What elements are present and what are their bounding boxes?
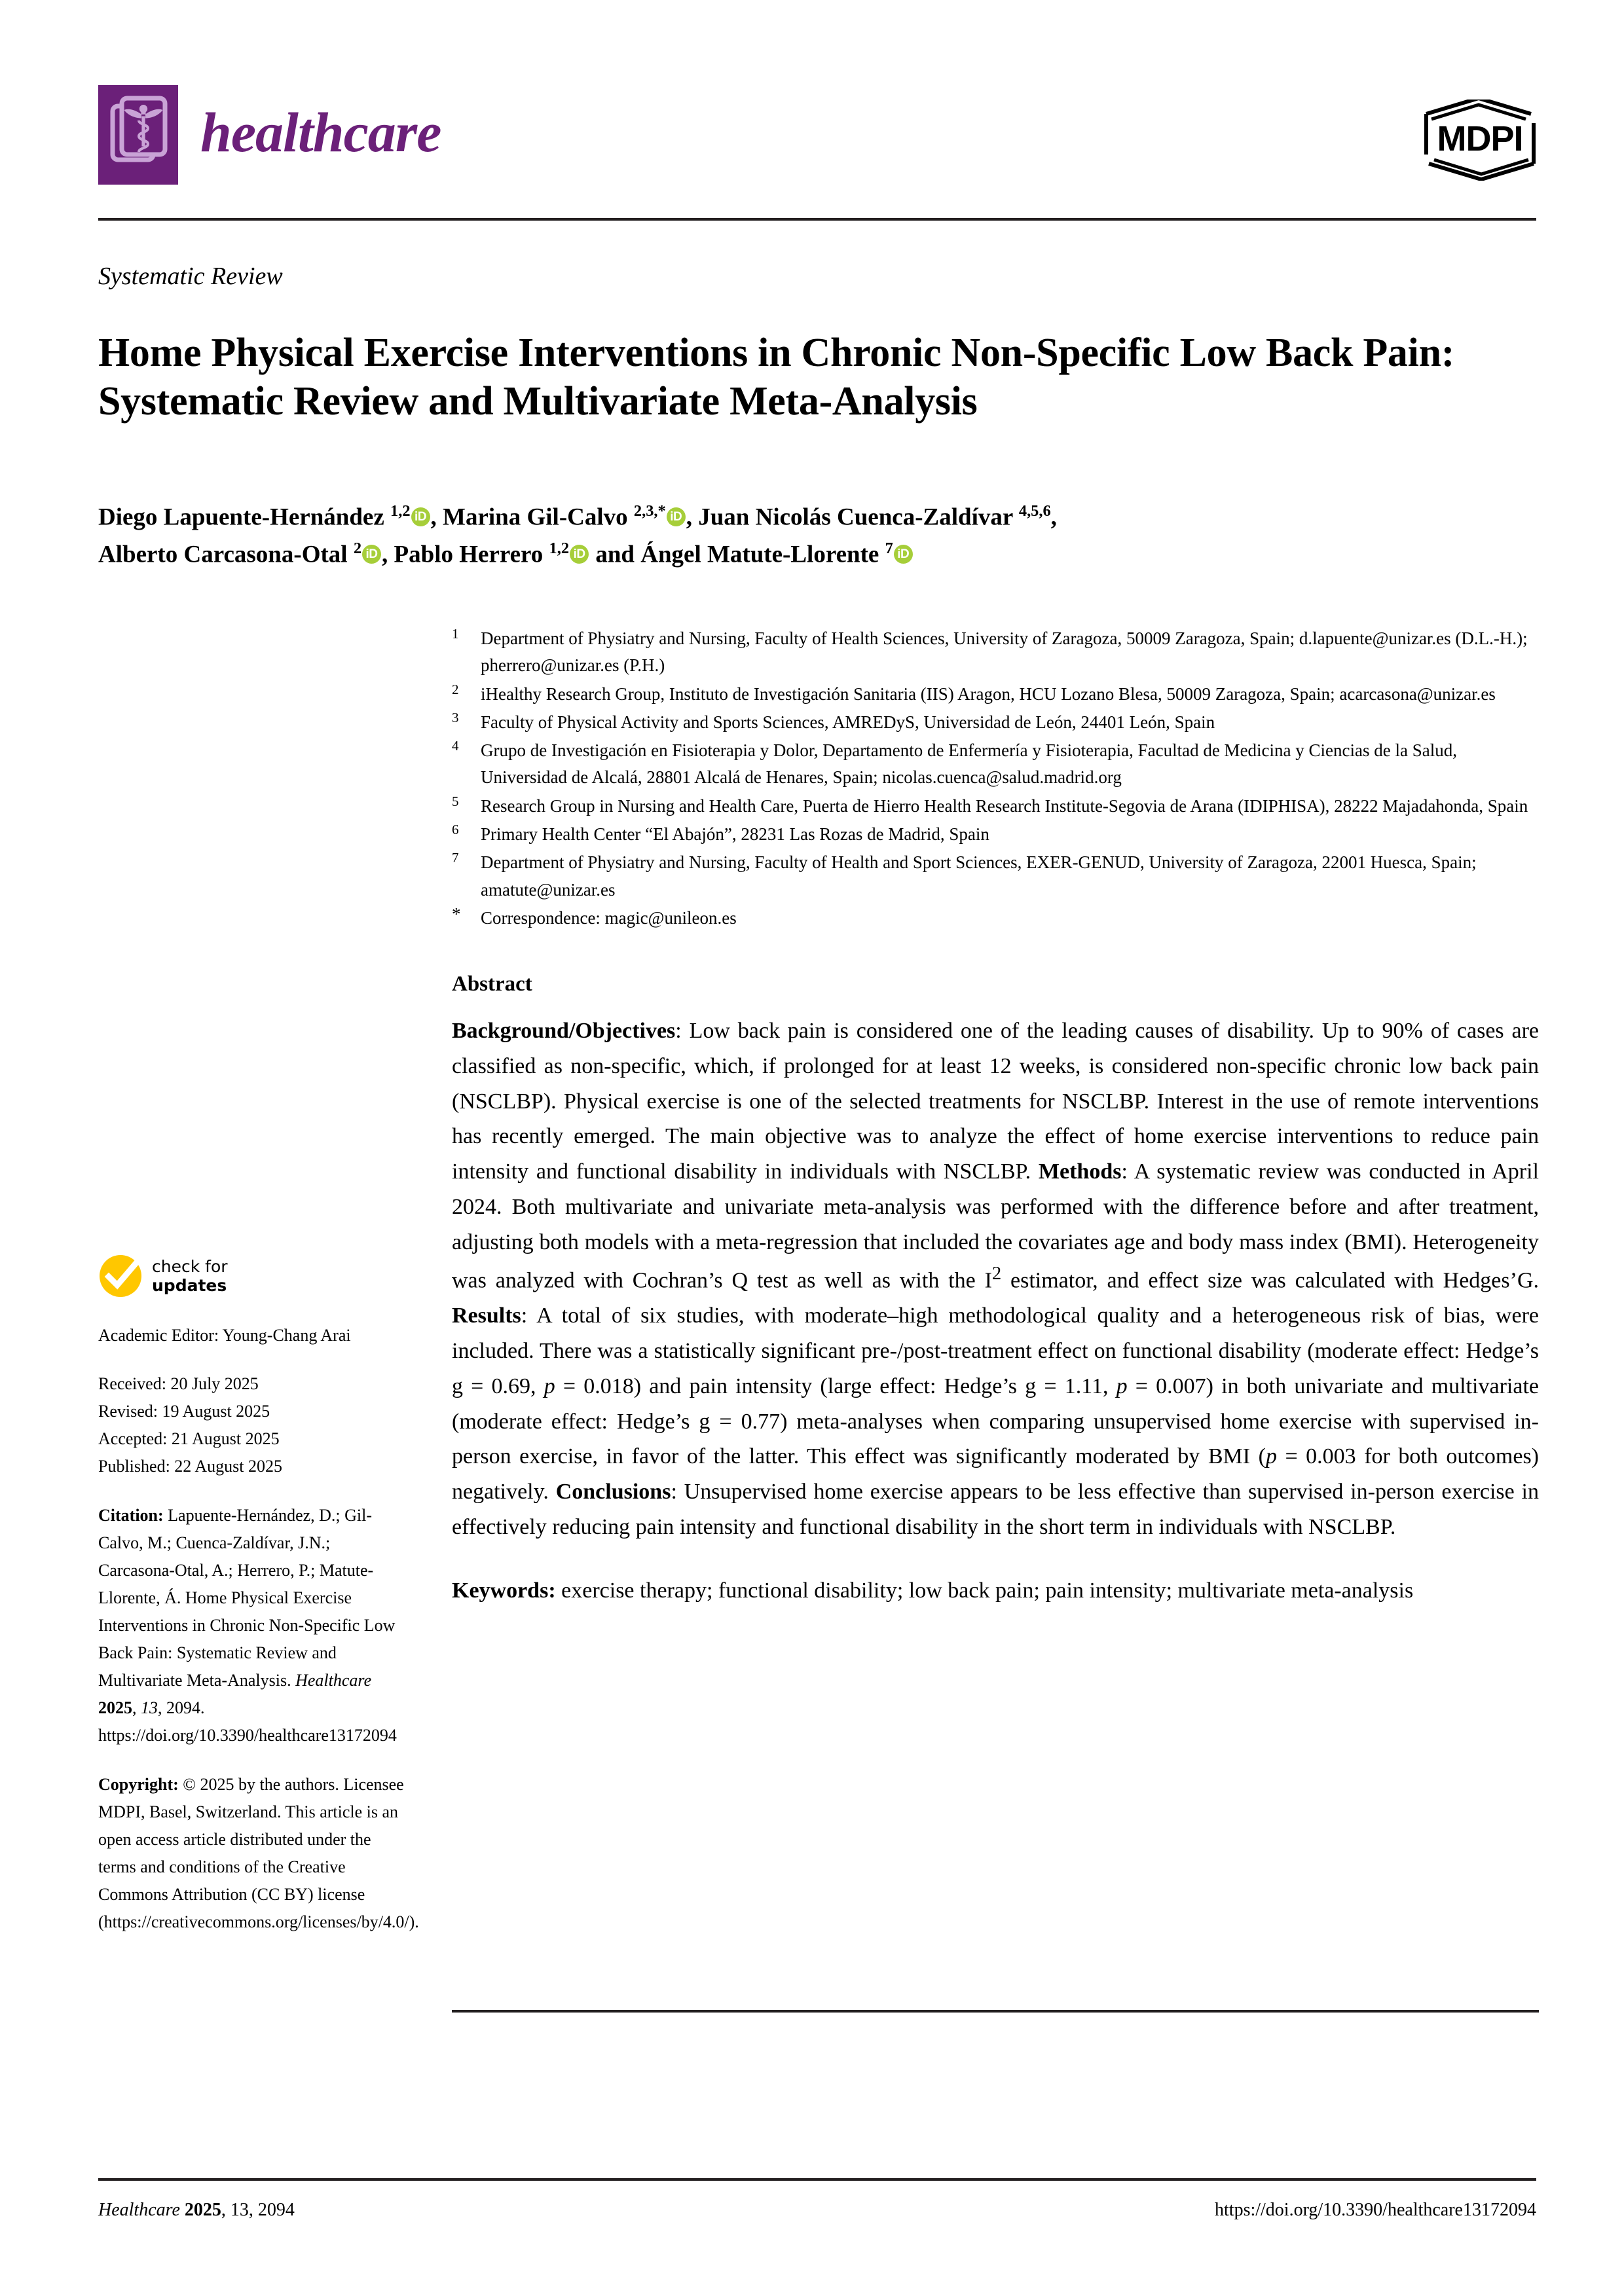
cfu-line-2: updates — [152, 1276, 227, 1295]
header-divider — [98, 218, 1536, 221]
article-type: Systematic Review — [98, 263, 283, 290]
orcid-icon[interactable]: iD — [667, 507, 686, 526]
author-affiliation-marker: 4,5,6 — [1018, 502, 1051, 520]
keywords-divider — [452, 2010, 1539, 2013]
abstract-superscript: 2 — [991, 1264, 1002, 1285]
author-name: Pablo Herrero — [394, 540, 544, 568]
author-name: Ángel Matute-Llorente — [640, 540, 879, 568]
keywords — [452, 1573, 1539, 1609]
cfu-line-1: check for — [152, 1256, 228, 1276]
publication-date: Accepted: 21 August 2025 — [98, 1429, 280, 1449]
author-line-1: Diego Lapuente-Hernández $^{1,2}$ iD , Marina Gil-Calvo $^{2,3,*}$ iD , Juan Nicolás Cuenca-Zaldívar $^{4,5,6}$, — [98, 502, 1057, 531]
journal-name: healthcare — [200, 101, 441, 164]
affiliation-text: Grupo de Investigación en Fisioterapia y Dolor, Departamento de Enfermería y Fisioterapia, Facultad de Medicina y Ciencias de la Salud, Universidad de Alcalá, 28801 Alcalá de Henares, Spain; nicolas.cuenca@salud.madrid.org — [481, 740, 1457, 788]
author-affiliation-marker: 1,2 — [390, 502, 411, 520]
journal-logo[interactable] — [98, 85, 441, 185]
author-name: Marina Gil-Calvo — [443, 503, 628, 531]
author-name: Juan Nicolás Cuenca-Zaldívar — [698, 503, 1013, 531]
affiliation-number: 4 — [452, 738, 459, 754]
check-mark-icon — [98, 1254, 143, 1298]
abstract-label: Background/Objectives — [452, 1019, 676, 1044]
abstract-heading: Abstract — [452, 972, 532, 996]
abstract-label: Conclusions — [555, 1479, 671, 1504]
academic-editor: Academic Editor: Young-Chang Arai — [98, 1326, 351, 1345]
citation-label: Citation: — [98, 1505, 164, 1525]
author-affiliation-marker: 2,3,* — [633, 502, 666, 520]
abstract-run: : Low back pain is considered one of the leading causes of disability. Up to 90% of cases are classified as non-specific, which, if prolonged for at least 12 weeks, is considered non-specific chronic low back pain (NSCLBP). Physical exercise is one of the selected treatments for NSCLBP. Interest in the use of remote interventions has recently emerged. The main objective was to analyze the effect of home exercise interventions to reduce pain intensity and functional disability in individuals with NSCLBP. — [452, 1019, 1539, 1184]
affiliation-row — [452, 905, 1539, 932]
abstract-text — [452, 1013, 1539, 1544]
keywords-label: Keywords: — [452, 1578, 556, 1603]
footer-divider — [98, 2178, 1536, 2181]
abstract-run: : A systematic review was conducted in April 2024. Both multivariate and univariate meta-analysis was performed with the difference before and after treatment, adjusting both models with a meta-regression that included the covariates age and body mass index (BMI). Heterogeneity was analyzed with Cochran’s Q test as well as with the I — [452, 1159, 1539, 1293]
citation-block: Citation: Lapuente-Hernández, D.; Gil-Calvo, M.; Cuenca-Zaldívar, J.N.; Carcasona-Otal, A.; Herrero, P.; Matute-Llorente, Á. Home Physical Exercise Interventions in Chronic Non-Specific Low Back Pain: Systematic Review and Multivariate Meta-Analysis. Healthcare 2025, 13, 2094. https://doi.org/10.3390/healthcare13172094 — [98, 1505, 397, 1745]
publication-date: Published: 22 August 2025 — [98, 1457, 282, 1476]
author-list — [98, 499, 1539, 573]
affiliation-text: Primary Health Center “El Abajón”, 28231 Las Rozas de Madrid, Spain — [481, 824, 989, 845]
publication-date: Revised: 19 August 2025 — [98, 1402, 270, 1421]
affiliation-row — [452, 681, 1539, 708]
copyright-label: Copyright: — [98, 1774, 179, 1794]
affiliation-text: Department of Physiatry and Nursing, Faculty of Health and Sport Sciences, EXER-GENUD, University of Zaragoza, 22001 Huesca, Spain; amatute@unizar.es — [481, 852, 1477, 900]
affiliation-number: 3 — [452, 709, 459, 725]
affiliation-text: Department of Physiatry and Nursing, Faculty of Health Sciences, University of Zaragoza, 50009 Zaragoza, Spain; d.lapuente@unizar.es (D.L.-H.); pherrero@unizar.es (P.H.) — [481, 629, 1528, 676]
abstract-run: = 0.003 for both outcomes) negatively. — [452, 1444, 1539, 1504]
affiliation-row — [452, 821, 1539, 848]
author-name: Alberto Carcasona-Otal — [98, 540, 348, 568]
orcid-icon[interactable]: iD — [570, 545, 589, 564]
citation-volume: 13 — [141, 1698, 158, 1718]
affiliation-row — [452, 849, 1539, 903]
main-column — [452, 625, 1539, 1609]
affiliation-row — [452, 625, 1539, 680]
affiliation-number: 7 — [452, 850, 459, 866]
mdpi-logo-icon[interactable] — [1421, 100, 1539, 181]
author-affiliation-marker: 2 — [353, 539, 362, 557]
abstract-run: : A total of six studies, with moderate–high methodological quality and a heterogeneous risk of bias, were included. There was a statistically significant pre-/post-treatment effect on functional disability (moderate effect: Hedge’s g = 0.69, — [452, 1303, 1539, 1398]
orcid-icon[interactable]: iD — [362, 545, 381, 564]
page-footer — [98, 2198, 1536, 2222]
healthcare-caduceus-logo-icon — [98, 85, 178, 185]
affiliation-text: iHealthy Research Group, Instituto de Investigación Sanitaria (IIS) Aragon, HCU Lozano Blesa, 50009 Zaragoza, Spain; acarcasona@unizar.es — [481, 683, 1496, 704]
abstract-run: = 0.007) in both univariate and multivariate (moderate effect: Hedge’s g = 0.77) meta-analyses when comparing unsupervised home exercise with supervised in-person exercise, in favor of the latter. This effect was significantly moderated by BMI ( — [452, 1374, 1539, 1469]
footer-year: 2025 — [184, 2200, 221, 2220]
affiliation-text: Faculty of Physical Activity and Sports Sciences, AMREDyS, Universidad de León, 24401 León, Spain — [481, 712, 1215, 732]
publication-dates — [98, 1370, 406, 1480]
abstract-run: = 0.018) and pain intensity (large effect: Hedge’s g = 1.11, — [555, 1374, 1116, 1398]
orcid-icon[interactable]: iD — [411, 507, 430, 526]
citation-text: Lapuente-Hernández, D.; Gil-Calvo, M.; Cuenca-Zaldívar, J.N.; Carcasona-Otal, A.; Herrero, P.; Matute-Llorente, Á. Home Physical Exercise Interventions in Chronic Non-Specific Low Back Pain: Systematic Review and Multivariate Meta-Analysis. — [98, 1505, 396, 1690]
affiliation-number: * — [452, 903, 461, 924]
abstract-italic: p — [1265, 1444, 1277, 1469]
author-affiliation-marker: 1,2 — [549, 539, 570, 557]
author-line-2: Alberto Carcasona-Otal $^2$ iD , Pablo Herrero $^{1,2}$ iD and Ángel Matute-Llorente $^7$ iD — [98, 536, 1539, 574]
affiliation-row — [452, 737, 1539, 792]
abstract-label: Methods — [1038, 1159, 1122, 1184]
check-for-updates-badge[interactable] — [98, 1254, 406, 1298]
affiliation-row — [452, 793, 1539, 820]
affiliation-text: Correspondence: magic@unileon.es — [481, 907, 737, 928]
affiliation-number: 2 — [452, 681, 459, 697]
affiliation-row — [452, 709, 1539, 736]
abstract-italic: p — [1116, 1374, 1128, 1398]
citation-year: 2025 — [98, 1698, 132, 1718]
abstract-label: Results — [452, 1303, 521, 1328]
author-affiliation-marker: 7 — [885, 539, 893, 557]
affiliation-number: 1 — [452, 626, 459, 642]
affiliations-list — [452, 625, 1539, 932]
abstract-run: : Unsupervised home exercise appears to be less effective than supervised in-person exercise in effectively reducing pain intensity and functional disability in the short term in individuals with NSCLBP. — [452, 1479, 1540, 1539]
publication-date: Received: 20 July 2025 — [98, 1374, 259, 1394]
keywords-text: exercise therapy; functional disability; low back pain; pain intensity; multivariate meta-analysis — [555, 1578, 1414, 1603]
citation-journal: Healthcare — [295, 1671, 372, 1690]
copyright-block — [98, 1771, 419, 1937]
author-name: Diego Lapuente-Hernández — [98, 503, 384, 531]
abstract-run: estimator, and effect size was calculated with Hedges’G. — [1001, 1268, 1539, 1293]
footer-journal: Healthcare — [98, 2200, 180, 2220]
check-for-updates-label — [152, 1257, 228, 1296]
sidebar — [98, 1254, 419, 1957]
footer-citation: Healthcare 2025, 13, 2094 — [98, 2200, 295, 2220]
footer-volume: 13 — [230, 2200, 249, 2220]
affiliation-number: 5 — [452, 793, 459, 809]
affiliation-text: Research Group in Nursing and Health Care, Puerta de Hierro Health Research Institute-Segovia de Arana (IDIPHISA), 28222 Majadahonda, Spain — [481, 795, 1528, 816]
footer-article-number: 2094 — [257, 2200, 295, 2220]
page-title: Home Physical Exercise Interventions in Chronic Non-Specific Low Back Pain: Systematic Review and Multivariate Meta-Analysis — [98, 330, 1455, 424]
copyright-text: © 2025 by the authors. Licensee MDPI, Basel, Switzerland. This article is an open access article distributed under the terms and conditions of the Creative Commons Attribution (CC BY) license (https://creativecommons.org/licenses/by/4.0/). — [98, 1774, 419, 1932]
affiliation-number: 6 — [452, 822, 459, 838]
masthead — [98, 85, 1539, 196]
citation-doi[interactable]: https://doi.org/10.3390/healthcare13172094 — [98, 1726, 397, 1745]
abstract-italic: p — [544, 1374, 555, 1398]
citation-article-number: 2094 — [166, 1698, 200, 1718]
orcid-icon[interactable]: iD — [894, 545, 913, 564]
footer-doi[interactable]: https://doi.org/10.3390/healthcare13172094 — [1215, 2200, 1536, 2220]
svg-text:MDPI: MDPI — [1437, 119, 1523, 158]
